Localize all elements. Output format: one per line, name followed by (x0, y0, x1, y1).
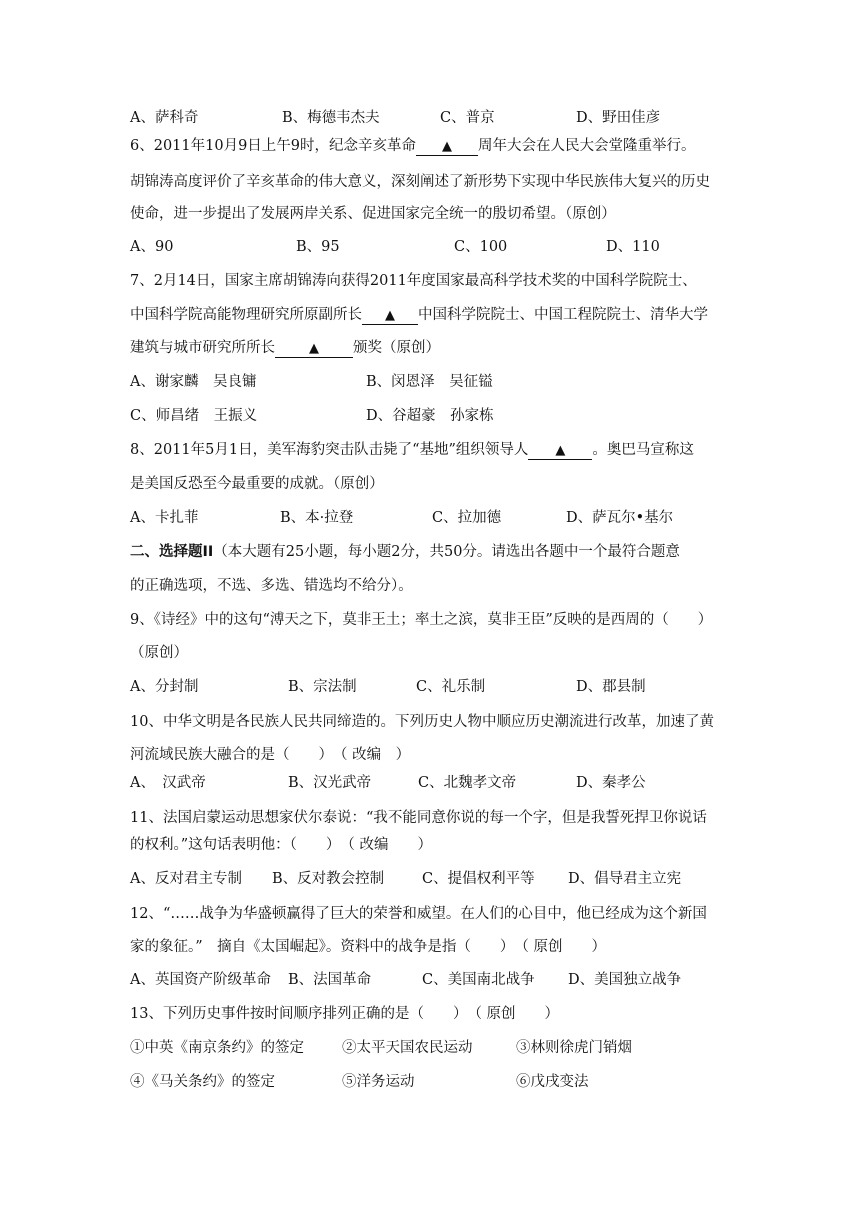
option-a: A、英国资产阶级革命 (130, 972, 271, 988)
option-c: C、北魏孝文帝 (418, 775, 517, 791)
option-b: B、法国革命 (288, 972, 372, 988)
event-1: ①中英《南京条约》的签定 (130, 1040, 304, 1056)
option-c: C、拉加德 (432, 510, 502, 526)
q9-line2: （原创） (130, 645, 188, 661)
q8-line1-pre: 8、2011年5月1日，美军海豹突击队击毙了“基地”组织领导人 (130, 442, 529, 458)
q7-line3-post: 颁奖（原创） (353, 340, 440, 356)
q8-line1 (130, 440, 740, 460)
q6-text-pre: 6、2011年10月9日上午9时，纪念辛亥革命 (130, 138, 417, 154)
option-a: A、谢家麟 吴良镛 (130, 374, 257, 390)
q6-line2: 胡锦涛高度评价了辛亥革命的伟大意义，深刻阐述了新形势下实现中华民族伟大复兴的历史 (130, 174, 710, 190)
option-b: B、本·拉登 (280, 510, 354, 526)
option-a: A、分封制 (130, 679, 199, 695)
q11-line2: 的权利。”这句话表明他：（ ） （ 改编 ） (130, 837, 433, 853)
section-title: 二、选择题II (130, 544, 214, 560)
q6-line3: 使命，进一步提出了发展两岸关系、促进国家完全统一的殷切希望。（原创） (130, 206, 616, 222)
q12-line1: 12、“……战争为华盛顿赢得了巨大的荣誉和威望。在人们的心目中，他已经成为这个新国 (130, 906, 707, 922)
triangle-icon: ▲ (309, 341, 319, 356)
triangle-icon: ▲ (442, 139, 453, 154)
option-c: C、100 (454, 239, 508, 255)
q11-line1: 11、法国启蒙运动思想家伏尔泰说：“我不能同意你说的每一个字，但是我誓死捍卫你说话 (130, 810, 707, 826)
option-d: D、110 (606, 239, 660, 255)
q10-line2: 河流域民族大融合的是（ ） （ 改编 ） (130, 747, 411, 763)
event-2: ②太平天国农民运动 (342, 1040, 473, 1056)
option-b: B、95 (296, 239, 340, 255)
q13-line1: 13、下列历史事件按时间顺序排列正确的是（ ） （ 原创 ） (130, 1006, 560, 1022)
section-desc-1: （本大题有25小题，每小题2分，共50分。请选出各题中一个最符合题意 (213, 544, 680, 560)
section2-line1 (130, 542, 740, 562)
q8-blank (528, 442, 592, 460)
option-a: A、反对君主专制 (130, 871, 242, 887)
option-d: D、萨瓦尔•基尔 (566, 510, 674, 526)
q7-line2-post: 中国科学院院士、中国工程院院士、清华大学 (418, 307, 708, 323)
q6-line1 (130, 136, 740, 156)
event-3: ③林则徐虎门销烟 (516, 1040, 632, 1056)
q10-line1: 10、中华文明是各民族人民共同缔造的。下列历史人物中顺应历史潮流进行改革，加速了黄 (130, 714, 714, 730)
option-d: D、谷超豪 孙家栋 (366, 408, 494, 424)
option-c: C、师昌绪 王振义 (130, 408, 258, 424)
option-c: C、礼乐制 (416, 679, 486, 695)
option-b: B、反对教会控制 (272, 871, 385, 887)
option-d: D、美国独立战争 (568, 972, 682, 988)
q7-line3 (130, 338, 740, 358)
q7-line1: 7、2月14日，国家主席胡锦涛向获得2011年度国家最高科学技术奖的中国科学院院士、 (130, 273, 697, 289)
q12-line2: 家的象征。” 摘自《太国崛起》。资料中的战争是指（ ） （ 原创 ） (130, 939, 607, 955)
option-b: B、宗法制 (288, 679, 357, 695)
q7-line3-pre: 建筑与城市研究所所长 (130, 340, 275, 356)
option-c: C、提倡权利平等 (422, 871, 535, 887)
triangle-icon: ▲ (555, 443, 566, 458)
q7-line2-pre: 中国科学院高能物理研究所原副所长 (130, 307, 362, 323)
option-a: A、卡扎菲 (130, 510, 199, 526)
q7-line2 (130, 305, 740, 325)
q7-blank-1 (362, 307, 418, 325)
option-b: B、闵恩泽 吴征镒 (366, 374, 493, 390)
event-4: ④《马关条约》的签定 (130, 1074, 275, 1090)
event-5: ⑤洋务运动 (342, 1074, 415, 1090)
option-c: C、普京 (440, 110, 495, 126)
q8-line2: 是美国反恐至今最重要的成就。（原创） (130, 476, 384, 492)
triangle-icon: ▲ (385, 308, 395, 323)
option-d: D、倡导君主立宪 (568, 871, 682, 887)
q9-line1: 9、《诗经》中的这句“溥天之下，莫非王土；率土之滨，莫非王臣”反映的是西周的（ ） (130, 612, 713, 628)
q8-line1-post: 。奥巴马宣称这 (592, 442, 694, 458)
q6-blank (416, 138, 478, 156)
section2-line2: 的正确选项，不选、多选、错选均不给分）。 (130, 578, 413, 594)
option-b: B、汉光武帝 (288, 775, 372, 791)
option-a: A、90 (130, 239, 174, 255)
option-d: D、秦孝公 (576, 775, 646, 791)
option-a: A、 汉武帝 (130, 775, 206, 791)
option-b: B、梅德韦杰夫 (282, 110, 380, 126)
q6-text-post: 周年大会在人民大会堂隆重举行。 (478, 138, 696, 154)
q7-blank-2 (275, 340, 353, 358)
event-6: ⑥戊戌变法 (516, 1074, 589, 1090)
option-d: D、郡县制 (576, 679, 646, 695)
option-c: C、美国南北战争 (422, 972, 535, 988)
option-a: A、萨科奇 (130, 110, 199, 126)
option-d: D、野田佳彦 (576, 110, 661, 126)
